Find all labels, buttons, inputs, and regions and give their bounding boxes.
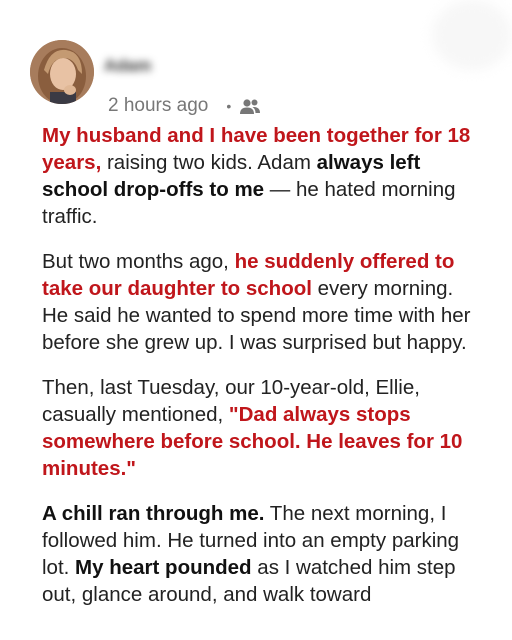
- avatar-image: [30, 40, 94, 104]
- paragraph-text: as I watched him step out, glance around, and walk toward: [42, 556, 456, 606]
- paragraph-text: every morning. He said he wanted to spend more time with her before she grew up. I was surprised but happy.: [42, 277, 471, 354]
- bold-text: always left school drop-offs to me: [42, 151, 421, 201]
- post-time[interactable]: 2 hours ago: [108, 95, 209, 116]
- post-paragraph: [42, 122, 482, 230]
- paragraph-text: — he hated morning traffic.: [42, 178, 456, 228]
- paragraph-text: But two months ago,: [42, 250, 235, 273]
- paragraph-text: The next morning, I followed him. He turned into an empty parking lot.: [42, 502, 460, 579]
- post-body: [42, 122, 482, 626]
- people-icon[interactable]: [239, 97, 261, 115]
- highlight-text: he suddenly offered to take our daughter to school: [42, 250, 455, 300]
- decorative-blur: [432, 0, 512, 70]
- bold-text: My heart pounded: [75, 556, 252, 579]
- highlight-text: "Dad always stops somewhere before school. He leaves for 10 minutes.": [42, 403, 463, 480]
- paragraph-text: raising two kids. Adam: [101, 151, 317, 174]
- bold-text: A chill ran through me.: [42, 502, 265, 525]
- paragraph-text: Then, last Tuesday, our 10-year-old, Ellie, casually mentioned,: [42, 376, 420, 426]
- avatar[interactable]: [30, 40, 94, 104]
- meta-separator: •: [226, 98, 232, 114]
- highlight-text: My husband and I have been together for 18 years,: [42, 124, 471, 174]
- author-name[interactable]: Adam: [104, 56, 152, 75]
- post-paragraph: [42, 248, 482, 356]
- post-paragraph: [42, 374, 482, 482]
- post-meta: [108, 95, 261, 117]
- post-paragraph: [42, 500, 482, 608]
